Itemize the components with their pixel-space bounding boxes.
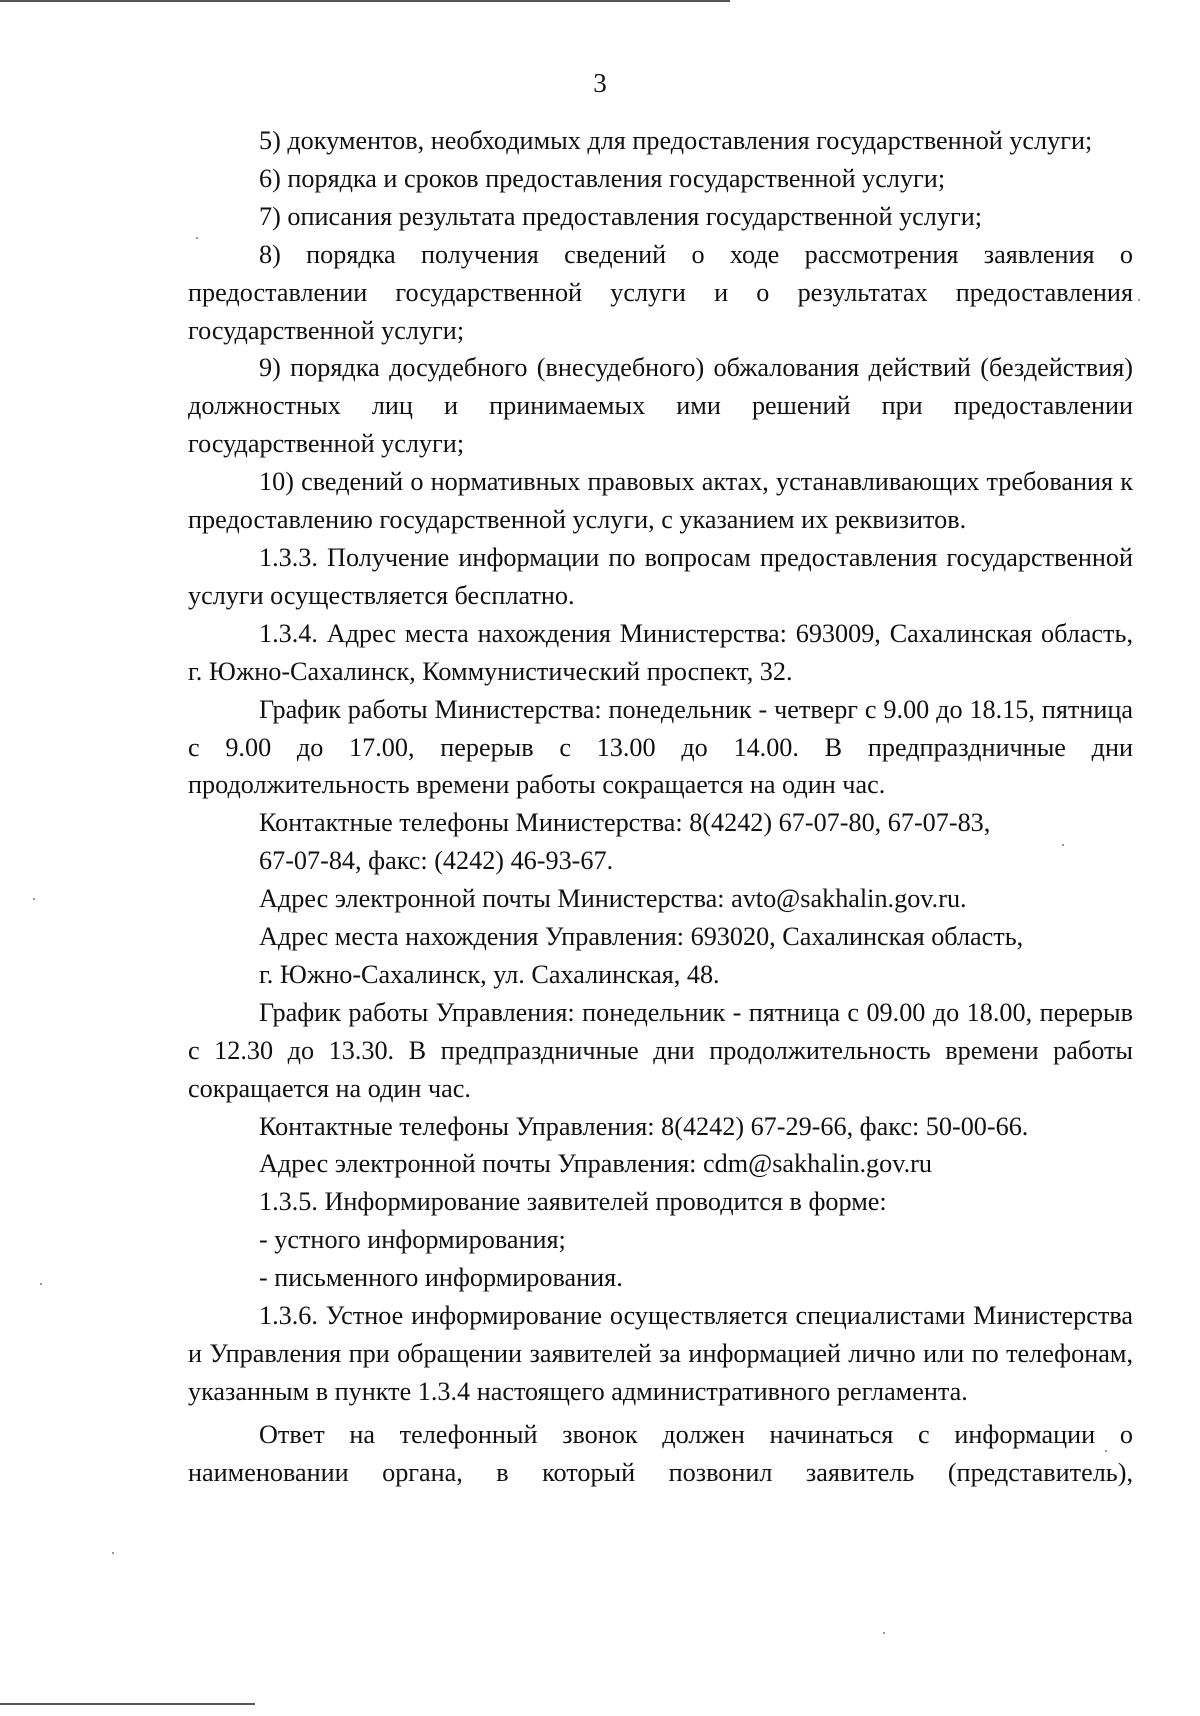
paragraph-list-item-8: 8) порядка получения сведений о ходе рассмотрения заявления о предоставлении государственной услуги и о результатах предоставления государственной услуги; xyxy=(188,239,1133,345)
paragraph-list-item-7: 7) описания результата предоставления государственной услуги; xyxy=(259,201,982,231)
paragraph-1-3-4-ministry-address: 1.3.4. Адрес места нахождения Министерства: 693009, Сахалинская область, г. Южно-Сахалинск, Коммунистический проспект, 32. xyxy=(188,618,1133,686)
paragraph-1-3-6: 1.3.6. Устное информирование осуществляется специалистами Министерства и Управления при обращении заявителей за информацией лично или по телефонам, указанным в пункте 1.3.4 настоящего административного регламента. xyxy=(188,1301,1133,1406)
scan-speck xyxy=(1138,299,1140,301)
paragraph-department-schedule: График работы Управления: понедельник - пятница с 09.00 до 18.00, перерыв с 12.30 до 13.30. В предпраздничные дни продолжительность времени работы сокращается на один час. xyxy=(188,997,1133,1103)
paragraph-phone-answer: Ответ на телефонный звонок должен начинаться с информации о наименовании органа, в который позвонил заявитель (представитель), xyxy=(188,1419,1133,1487)
paragraph-1-3-3: 1.3.3. Получение информации по вопросам предоставления государственной услуги осуществляется бесплатно. xyxy=(188,542,1133,610)
paragraph-1-3-5: 1.3.5. Информирование заявителей проводится в форме: xyxy=(259,1187,887,1217)
scan-edge-top xyxy=(0,0,730,2)
paragraph-list-item-6: 6) порядка и сроков предоставления государственной услуги; xyxy=(259,163,946,193)
scan-speck xyxy=(40,1283,42,1285)
paragraph-department-city: г. Южно-Сахалинск, ул. Сахалинская, 48. xyxy=(259,959,720,989)
scan-speck xyxy=(33,898,35,900)
paragraph-written-informing: - письменного информирования. xyxy=(259,1263,623,1293)
paragraph-oral-informing: - устного информирования; xyxy=(259,1225,566,1255)
scan-speck xyxy=(1105,1450,1107,1452)
paragraph-ministry-email: Адрес электронной почты Министерства: avto@sakhalin.gov.ru. xyxy=(259,884,967,914)
paragraph-department-phones: Контактные телефоны Управления: 8(4242) 67-29-66, факс: 50-00-66. xyxy=(259,1111,1029,1141)
paragraph-list-item-9: 9) порядка досудебного (внесудебного) обжалования действий (бездействия) должностных лиц и принимаемых ими решений при предоставлении государственной услуги; xyxy=(188,353,1133,459)
paragraph-list-item-5: 5) документов, необходимых для предоставления государственной услуги; xyxy=(259,126,1093,155)
page-number: 3 xyxy=(593,68,607,98)
paragraph-ministry-phones: Контактные телефоны Министерства: 8(4242) 67-07-80, 67-07-83, xyxy=(259,808,991,838)
document-body xyxy=(188,122,1133,1492)
scan-speck xyxy=(1062,844,1064,846)
paragraph-list-item-10: 10) сведений о нормативных правовых актах, устанавливающих требования к предоставлению государственной услуги, с указанием их реквизитов. xyxy=(188,467,1133,535)
scan-speck xyxy=(112,1552,114,1554)
scan-speck xyxy=(883,1632,885,1634)
scan-speck xyxy=(196,237,198,239)
paragraph-ministry-fax: 67-07-84, факс: (4242) 46-93-67. xyxy=(259,846,614,876)
paragraph-department-email: Адрес электронной почты Управления: cdm@sakhalin.gov.ru xyxy=(259,1149,932,1179)
paragraph-department-address: Адрес места нахождения Управления: 693020, Сахалинская область, xyxy=(259,922,1024,952)
scan-edge-bottom xyxy=(0,1703,255,1705)
paragraph-ministry-schedule: График работы Министерства: понедельник - четверг с 9.00 до 18.15, пятница с 9.00 до 17.00, перерыв с 13.00 до 14.00. В предпраздничные дни продолжительность времени работы сокращается на один час. xyxy=(188,694,1133,800)
